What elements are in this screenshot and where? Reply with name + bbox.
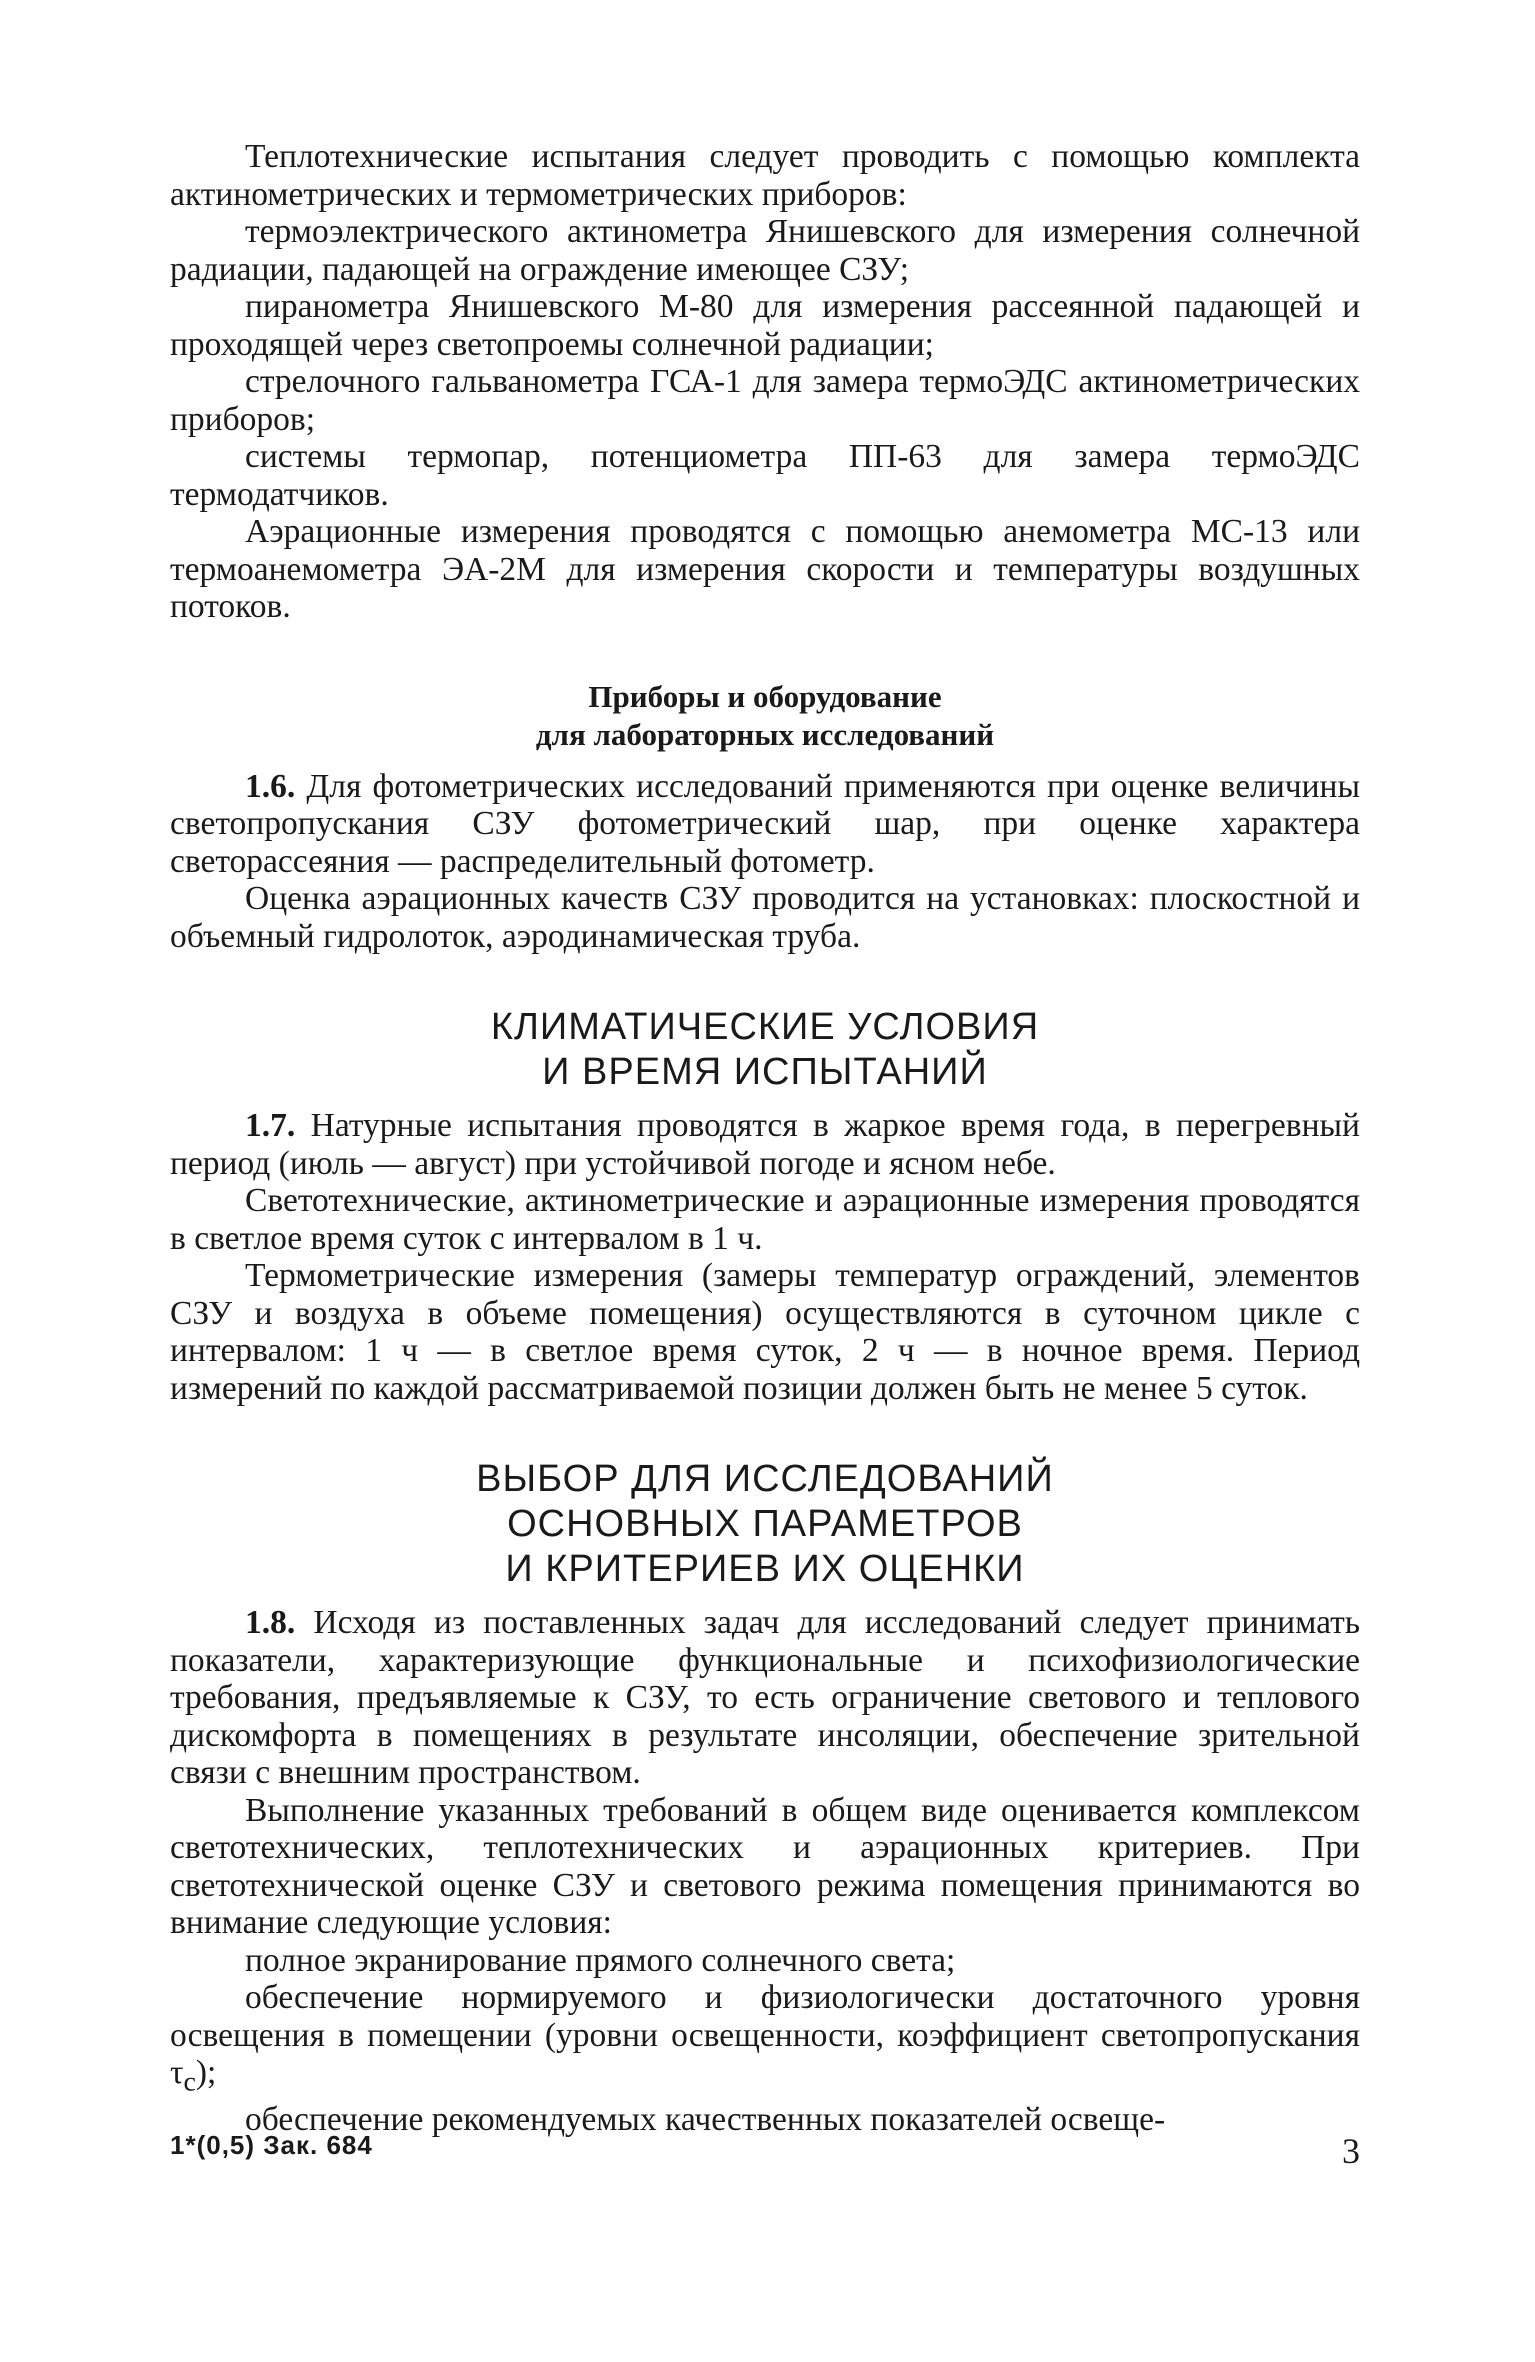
heading-line: Приборы и оборудование	[588, 678, 942, 714]
section-text: Натурные испытания проводятся в жаркое время года, в перегревный период (июль — август) при устойчивой погоде и ясном небе.	[170, 1107, 1360, 1182]
page-number: 3	[1342, 2131, 1360, 2171]
heading-climate	[170, 1005, 1360, 1095]
intro-paragraph: системы термопар, потенциометра ПП-63 для замера термоЭДС термодатчиков.	[170, 438, 1360, 513]
page-footer	[170, 2130, 1360, 2190]
heading-line: И КРИТЕРИЕВ ИХ ОЦЕНКИ	[505, 1548, 1025, 1590]
heading-choice	[170, 1457, 1360, 1592]
heading-lab-equipment	[170, 678, 1360, 754]
heading-line: КЛИМАТИЧЕСКИЕ УСЛОВИЯ	[490, 1006, 1040, 1048]
intro-paragraph: термоэлектрического актинометра Янишевского для измерения солнечной радиации, падающей на ограждение имеющее СЗУ;	[170, 213, 1360, 288]
heading-line: ВЫБОР ДЛЯ ИССЛЕДОВАНИЙ	[476, 1458, 1054, 1500]
section-number: 1.8.	[245, 1604, 296, 1641]
section-text: Исходя из поставленных задач для исследований следует принимать показатели, характеризующие функциональные и психофизиологические требования, предъявляемые к СЗУ, то есть ограничение светового и теплового дискомфорта в помещениях в результате инсоляции, обеспечение зрительной связи с внешним пространством.	[170, 1604, 1360, 1791]
paragraph-text: );	[195, 2054, 217, 2091]
section-paragraph	[170, 1979, 1360, 2101]
intro-paragraph: стрелочного гальванометра ГСА-1 для замера термоЭДС актинометрических приборов;	[170, 363, 1360, 438]
subscript: c	[183, 2066, 196, 2098]
intro-paragraph: Теплотехнические испытания следует проводить с помощью комплекта актинометрических и термометрических приборов:	[170, 138, 1360, 213]
section-number: 1.6.	[245, 767, 296, 805]
section-paragraph: Выполнение указанных требований в общем виде оценивается комплексом светотехнических, теплотехнических и аэрационных критериев. При светотехнической оценке СЗУ и светового режима помещения принимаются во внимание следующие условия:	[170, 1791, 1360, 1941]
section-1-7	[170, 1107, 1360, 1182]
section-paragraph: Светотехнические, актинометрические и аэрационные измерения проводятся в светлое время суток с интервалом в 1 ч.	[170, 1182, 1360, 1257]
section-text: Для фотометрических исследований применяются при оценке величины светопропускания СЗУ фотометрический шар, при оценке характера светорассеяния — распределительный фотометр.	[170, 767, 1360, 880]
section-number: 1.7.	[245, 1107, 296, 1144]
heading-line: для лабораторных исследований	[535, 716, 995, 752]
intro-paragraph: Аэрационные измерения проводятся с помощью анемометра МС-13 или термоанемометра ЭА-2М для измерения скорости и температуры воздушных потоков.	[170, 513, 1360, 625]
section-paragraph: Оценка аэрационных качеств СЗУ проводится на установках: плоскостной и объемный гидролоток, аэродинамическая труба.	[170, 880, 1360, 955]
intro-paragraph: пиранометра Янишевского М-80 для измерения рассеянной падающей и проходящей через светопроемы солнечной радиации;	[170, 288, 1360, 363]
section-paragraph: обеспечение рекомендуемых качественных показателей освеще-	[245, 2101, 1166, 2139]
section-paragraph: полное экранирование прямого солнечного света;	[245, 1941, 956, 1979]
heading-line: ОСНОВНЫХ ПАРАМЕТРОВ	[507, 1503, 1023, 1545]
paragraph-text: обеспечение нормируемого и физиологически достаточного уровня освещения в помещении (уровни освещенности, коэффициент светопропускания τ	[170, 1979, 1360, 2091]
section-1-6	[170, 768, 1360, 881]
section-1-8	[170, 1604, 1360, 1792]
section-paragraph: Термометрические измерения (замеры температур ограждений, элементов СЗУ и воздуха в объеме помещения) осуществляются в суточном цикле с интервалом: 1 ч — в светлое время суток, 2 ч — в ночное время. Период измерений по каждой рассматриваемой позиции должен быть не менее 5 суток.	[170, 1257, 1360, 1407]
heading-line: И ВРЕМЯ ИСПЫТАНИЙ	[542, 1051, 988, 1093]
page-body	[170, 138, 1360, 2139]
print-info: 1*(0,5) Зак. 684	[170, 2130, 373, 2160]
